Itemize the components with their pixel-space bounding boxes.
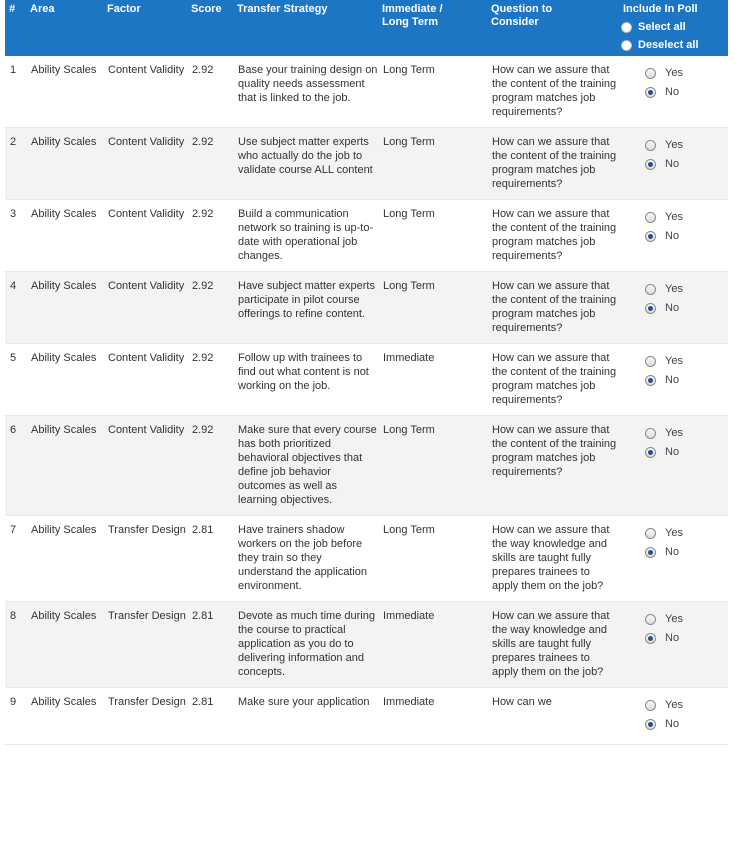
table-row [5,128,728,200]
poll-no-radio[interactable] [645,633,656,644]
poll-no-radio[interactable] [645,159,656,170]
row-score-cell: 2.81 [187,516,233,602]
row-term-cell: Immediate [378,688,487,745]
header-poll [619,0,728,56]
row-question-cell: How can we assure that the content of the training program matches job requirements? [487,272,619,344]
table-body [5,56,728,745]
row-area-cell: Ability Scales [26,272,103,344]
table-row [5,416,728,516]
poll-option-yes[interactable] [645,612,728,626]
row-score-cell: 2.92 [187,56,233,128]
row-poll-cell [619,128,728,200]
row-question-cell: How can we assure that the content of the training program matches job requirements? [487,344,619,416]
row-factor-cell: Content Validity [103,272,187,344]
row-factor-cell: Content Validity [103,416,187,516]
transfer-strategy-table [5,0,728,745]
row-question-cell: How can we assure that the content of the training program matches job requirements? [487,416,619,516]
row-area-cell: Ability Scales [26,200,103,272]
row-term-cell: Immediate [378,602,487,688]
row-score-cell: 2.92 [187,128,233,200]
poll-yes-label[interactable]: Yes [665,613,683,625]
poll-option-no[interactable] [645,229,728,243]
row-question-cell: How can we assure that the content of the training program matches job requirements? [487,128,619,200]
header-question [487,0,619,56]
row-factor-cell: Content Validity [103,344,187,416]
row-strategy-cell: Have subject matter experts participate in pilot course offerings to refine content. [233,272,378,344]
row-strategy-cell: Make sure your application [233,688,378,745]
poll-yes-radio[interactable] [645,528,656,539]
row-term-cell: Long Term [378,200,487,272]
poll-no-label[interactable]: No [665,718,680,730]
poll-option-no[interactable] [645,445,728,459]
row-poll-cell [619,602,728,688]
row-term-cell: Long Term [378,128,487,200]
row-score-cell: 2.81 [187,688,233,745]
poll-yes-label[interactable]: Yes [665,427,683,439]
poll-yes-label[interactable]: Yes [665,527,683,539]
poll-no-radio[interactable] [645,87,656,98]
select-all-label[interactable]: Select all [638,21,686,33]
poll-yes-radio[interactable] [645,614,656,625]
poll-yes-label[interactable]: Yes [665,139,683,151]
row-strategy-cell: Follow up with trainees to find out what content is not working on the job. [233,344,378,416]
poll-no-radio[interactable] [645,447,656,458]
row-area-cell: Ability Scales [26,56,103,128]
row-strategy-cell: Use subject matter experts who actually do the job to validate course ALL content [233,128,378,200]
poll-option-yes[interactable] [645,282,728,296]
poll-no-label[interactable]: No [665,230,680,242]
row-num-cell: 4 [5,272,26,344]
poll-option-yes[interactable] [645,66,728,80]
header-num: # [5,0,26,56]
row-factor-cell: Content Validity [103,200,187,272]
header-question-line2: Consider [491,16,539,28]
header-question-line1: Question to [491,3,553,15]
row-poll-cell [619,344,728,416]
poll-yes-label[interactable]: Yes [665,699,683,711]
poll-option-no[interactable] [645,157,728,171]
row-num-cell: 7 [5,516,26,602]
row-poll-cell [619,416,728,516]
row-term-cell: Long Term [378,416,487,516]
row-num-cell: 3 [5,200,26,272]
poll-yes-label[interactable]: Yes [665,67,683,79]
row-area-cell: Ability Scales [26,602,103,688]
select-all-radio[interactable] [621,22,632,33]
table-row [5,688,728,745]
table-row [5,344,728,416]
deselect-all-option[interactable] [621,39,728,52]
row-term-cell: Long Term [378,56,487,128]
row-score-cell: 2.92 [187,200,233,272]
row-num-cell: 5 [5,344,26,416]
row-factor-cell: Transfer Design [103,688,187,745]
row-strategy-cell: Make sure that every course has both prioritized behavioral objectives that define job behavior outcomes as well as learning objectives. [233,416,378,516]
row-factor-cell: Content Validity [103,128,187,200]
poll-option-no[interactable] [645,717,728,731]
row-question-cell: How can we [487,688,619,745]
poll-yes-label[interactable]: Yes [665,211,683,223]
row-num-cell: 1 [5,56,26,128]
row-num-cell: 2 [5,128,26,200]
header-poll-label: Include In Poll [623,3,698,15]
poll-no-label[interactable]: No [665,446,680,458]
poll-option-no[interactable] [645,301,728,315]
header-term [378,0,487,56]
row-question-cell: How can we assure that the content of the training program matches job requirements? [487,56,619,128]
poll-no-radio[interactable] [645,231,656,242]
row-poll-cell [619,272,728,344]
row-num-cell: 9 [5,688,26,745]
poll-option-yes[interactable] [645,698,728,712]
header-factor: Factor [103,0,187,56]
deselect-all-label[interactable]: Deselect all [638,39,699,51]
table-header-row [5,0,728,56]
poll-option-yes[interactable] [645,210,728,224]
row-term-cell: Long Term [378,272,487,344]
row-factor-cell: Transfer Design [103,516,187,602]
table-row [5,200,728,272]
poll-option-no[interactable] [645,545,728,559]
table-row [5,56,728,128]
row-num-cell: 6 [5,416,26,516]
poll-option-yes[interactable] [645,526,728,540]
poll-no-radio[interactable] [645,303,656,314]
poll-option-yes[interactable] [645,426,728,440]
poll-yes-radio[interactable] [645,68,656,79]
deselect-all-radio[interactable] [621,40,632,51]
poll-no-label[interactable]: No [665,374,680,386]
row-strategy-cell: Devote as much time during the course to practical application as you do to delivering information and concepts. [233,602,378,688]
row-area-cell: Ability Scales [26,416,103,516]
poll-no-label[interactable]: No [665,158,680,170]
table-row [5,272,728,344]
row-question-cell: How can we assure that the way knowledge and skills are taught fully prepares trainees to apply them on the job? [487,516,619,602]
row-area-cell: Ability Scales [26,344,103,416]
row-score-cell: 2.92 [187,344,233,416]
poll-yes-radio[interactable] [645,356,656,367]
row-strategy-cell: Base your training design on quality needs assessment that is linked to the job. [233,56,378,128]
row-score-cell: 2.92 [187,272,233,344]
header-term-line2: Long Term [382,16,439,28]
header-term-line1: Immediate / [382,3,443,15]
row-strategy-cell: Build a communication network so training is up-to-date with operational job changes. [233,200,378,272]
poll-no-label[interactable]: No [665,86,680,98]
poll-yes-radio[interactable] [645,212,656,223]
row-poll-cell [619,200,728,272]
table-row [5,516,728,602]
row-term-cell: Long Term [378,516,487,602]
poll-yes-label[interactable]: Yes [665,355,683,367]
poll-no-radio[interactable] [645,719,656,730]
poll-no-label[interactable]: No [665,632,680,644]
row-question-cell: How can we assure that the content of the training program matches job requirements? [487,200,619,272]
header-area: Area [26,0,103,56]
poll-yes-radio[interactable] [645,700,656,711]
poll-no-radio[interactable] [645,375,656,386]
row-question-cell: How can we assure that the way knowledge and skills are taught fully prepares trainees to apply them on the job? [487,602,619,688]
row-area-cell: Ability Scales [26,688,103,745]
select-all-option[interactable] [621,21,728,34]
poll-option-yes[interactable] [645,138,728,152]
poll-no-label[interactable]: No [665,302,680,314]
row-area-cell: Ability Scales [26,128,103,200]
row-area-cell: Ability Scales [26,516,103,602]
poll-yes-label[interactable]: Yes [665,283,683,295]
table-row [5,602,728,688]
row-poll-cell [619,516,728,602]
poll-yes-radio[interactable] [645,140,656,151]
row-factor-cell: Content Validity [103,56,187,128]
row-term-cell: Immediate [378,344,487,416]
row-factor-cell: Transfer Design [103,602,187,688]
row-score-cell: 2.81 [187,602,233,688]
poll-no-label[interactable]: No [665,546,680,558]
row-poll-cell [619,688,728,745]
header-score: Score [187,0,233,56]
row-score-cell: 2.92 [187,416,233,516]
row-strategy-cell: Have trainers shadow workers on the job before they train so they understand the application environment. [233,516,378,602]
poll-no-radio[interactable] [645,547,656,558]
poll-option-no[interactable] [645,631,728,645]
poll-yes-radio[interactable] [645,284,656,295]
row-num-cell: 8 [5,602,26,688]
poll-option-no[interactable] [645,373,728,387]
poll-option-yes[interactable] [645,354,728,368]
header-strategy: Transfer Strategy [233,0,378,56]
poll-option-no[interactable] [645,85,728,99]
poll-yes-radio[interactable] [645,428,656,439]
row-poll-cell [619,56,728,128]
